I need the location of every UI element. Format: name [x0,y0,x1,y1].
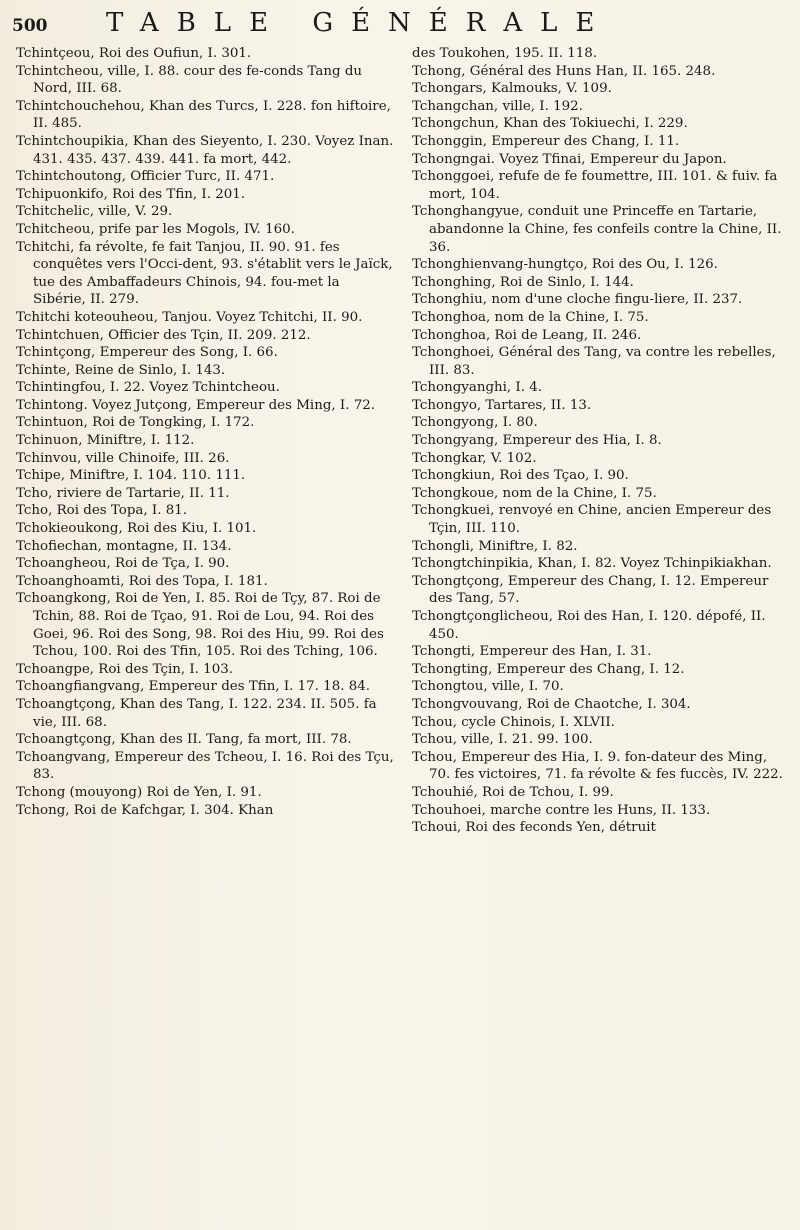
index-entry: Tchipe, Miniftre, I. 104. 110. 111. [16,468,246,484]
index-entry: Tcho, Roi des Topa, I. 81. [16,503,188,519]
index-entry: Tchongngai. Voyez Tfinai, Empereur du Japon. [412,151,727,167]
index-entry: Tchongyang, Empereur des Hia, I. 8. [412,433,662,449]
index-entry: Tchou, cycle Chinois, I. XLVII. [412,714,615,730]
index-entry: Tchongars, Kalmouks, V. 109. [412,81,612,97]
index-entry: Tchou, Empereur des Hia, I. 9. fon-dateur des Ming, 70. fes victoires, 71. fa révolte & fes fuccès, IV. 222. [412,749,783,783]
index-entry: Tchonghing, Roi de Sinlo, I. 144. [412,274,634,290]
index-entry: Tchoanghoamti, Roi des Topa, I. 181. [16,573,268,589]
page-number: 500 [12,16,48,36]
index-entry: Tchongyo, Tartares, II. 13. [412,397,592,413]
index-entry: Tchintchouchehou, Khan des Turcs, I. 228. fon hiftoire, II. 485. [16,98,391,132]
index-entry: Tchintçeou, Roi des Oufiun, I. 301. [16,46,252,61]
index-entry: Tchou, ville, I. 21. 99. 100. [412,732,593,748]
index-entry: des Toukohen, 195. II. 118. [412,46,598,61]
index-entry: Tchongkar, V. 102. [412,450,537,466]
index-entry: Tchofiechan, montagne, II. 134. [16,538,232,554]
index-entry: Tchintçong, Empereur des Song, I. 66. [16,345,278,361]
index-entry: Tchongyong, I. 80. [412,415,538,431]
index-entry: Tchinte, Reine de Sinlo, I. 143. [16,362,226,378]
index-entry: Tchong, Roi de Kafchgar, I. 304. Khan [16,802,274,818]
index-entry: Tchongkuei, renvoyé en Chine, ancien Empereur des Tçin, III. 110. [412,503,772,537]
index-entry: Tchoangtçong, Khan des Tang, I. 122. 234. II. 505. fa vie, III. 68. [16,696,377,730]
index-entry: Tchonghoa, Roi de Leang, II. 246. [412,327,642,343]
running-head: TABLE GÉNÉRALE [106,8,613,38]
index-entry: Tchintingfou, I. 22. Voyez Tchintcheou. [16,380,280,396]
index-entry: Tchongtou, ville, I. 70. [412,679,564,695]
index-entry: Tchintcheou, ville, I. 88. cour des fe-conds Tang du Nord, III. 68. [16,63,363,97]
left-index-column [16,45,396,1225]
index-entry: Tcho, riviere de Tartarie, II. 11. [16,485,230,501]
index-entry: Tchonggoei, refufe de fe foumettre, III. 101. & fuiv. fa mort, 104. [412,169,778,202]
index-entry: Tchongkiun, Roi des Tçao, I. 90. [412,468,629,484]
index-entry: Tchongvouvang, Roi de Chaotche, I. 304. [412,696,691,712]
index-entry: Tchitcheou, prife par les Mogols, IV. 160. [16,221,295,237]
index-entry: Tchongyanghi, I. 4. [412,380,543,396]
index-entry: Tchongli, Miniftre, I. 82. [412,538,578,554]
index-entry: Tchoangheou, Roi de Tça, I. 90. [16,556,230,572]
index-entry: Tchoangpe, Roi des Tçin, I. 103. [16,661,234,677]
index-entry: Tchoangkong, Roi de Yen, I. 85. Roi de Tçy, 87. Roi de Tchin, 88. Roi de Tçao, 91. Roi de Lou, 94. Roi des Goei, 96. Roi des Song, 98. Roi des Hiu, 99. Roi des Tchou, 100. Roi des Tfin, 105. Roi des Tching, 106. [16,591,384,660]
index-entry: Tchoui, Roi des feconds Yen, détruit [412,820,656,836]
index-columns [16,45,792,1225]
index-entry: Tchonghienvang-hungtço, Roi des Ou, I. 126. [412,257,718,273]
index-entry: Tchintong. Voyez Jutçong, Empereur des Ming, I. 72. [16,397,376,413]
index-entry: Tchonghoa, nom de la Chine, I. 75. [412,309,649,325]
index-entry: Tchintchoupikia, Khan des Sieyento, I. 230. Voyez Inan. 431. 435. 437. 439. 441. fa mort, 442. [16,133,394,167]
index-entry: Tchoangtçong, Khan des II. Tang, fa mort, III. 78. [16,732,352,748]
index-entry: Tchonghiu, nom d'une cloche fingu-liere, II. 237. [412,292,743,308]
index-entry: Tchoangfiangvang, Empereur des Tfin, I. 17. 18. 84. [16,679,371,695]
index-entry: Tchongtçong, Empereur des Chang, I. 12. Empereur des Tang, 57. [412,573,769,607]
index-entry: Tchongting, Empereur des Chang, I. 12. [412,661,685,677]
index-entry: Tchitchi koteouheou, Tanjou. Voyez Tchitchi, II. 90. [16,309,363,325]
index-entry: Tchongtchinpikia, Khan, I. 82. Voyez Tchinpikiakhan. [412,556,772,572]
index-entry: Tchongkoue, nom de la Chine, I. 75. [412,485,657,501]
index-entry: Tchinvou, ville Chinoife, III. 26. [16,450,230,466]
index-entry: Tchangchan, ville, I. 192. [412,98,583,114]
index-entry: Tchong (mouyong) Roi de Yen, I. 91. [16,784,262,800]
index-entry: Tchonghoei, Général des Tang, va contre les rebelles, III. 83. [412,345,776,378]
index-entry: Tchoangvang, Empereur des Tcheou, I. 16. Roi des Tçu, 83. [16,749,394,783]
index-entry: Tchokieoukong, Roi des Kiu, I. 101. [16,521,257,537]
index-entry: Tchongti, Empereur des Han, I. 31. [412,644,652,660]
index-entry: Tchong, Général des Huns Han, II. 165. 248. [412,63,716,79]
index-entry: Tchintuon, Roi de Tongking, I. 172. [16,415,255,431]
right-index-column [412,45,792,1225]
index-entry: Tchinuon, Miniftre, I. 112. [16,433,195,449]
index-entry: Tchintchoutong, Officier Turc, II. 471. [16,169,275,185]
index-entry: Tchonghangyue, conduit une Princeffe en Tartarie, abandonne la Chine, fes confeils contre la Chine, II. 36. [412,204,782,255]
index-entry: Tchitchi, fa révolte, fe fait Tanjou, II. 90. 91. fes conquêtes vers l'Occi-dent, 93. s'établit vers le Jaïck, tue des Ambaffadeurs Chinois, 94. fou-met la Sibérie, II. 279. [16,239,393,308]
index-entry: Tchongchun, Khan des Tokiuechi, I. 229. [412,116,688,132]
index-entry: Tchouhoei, marche contre les Huns, II. 133. [412,802,711,818]
index-entry: Tchintchuen, Officier des Tçin, II. 209. 212. [16,327,311,343]
index-entry: Tchitchelic, ville, V. 29. [16,204,173,220]
index-entry: Tchouhié, Roi de Tchou, I. 99. [412,784,614,800]
index-entry: Tchonggin, Empereur des Chang, I. 11. [412,133,680,149]
index-entry: Tchongtçonglicheou, Roi des Han, I. 120. dépofé, II. 450. [412,609,766,642]
index-entry: Tchipuonkifo, Roi des Tfin, I. 201. [16,186,246,202]
page-header [12,8,792,44]
